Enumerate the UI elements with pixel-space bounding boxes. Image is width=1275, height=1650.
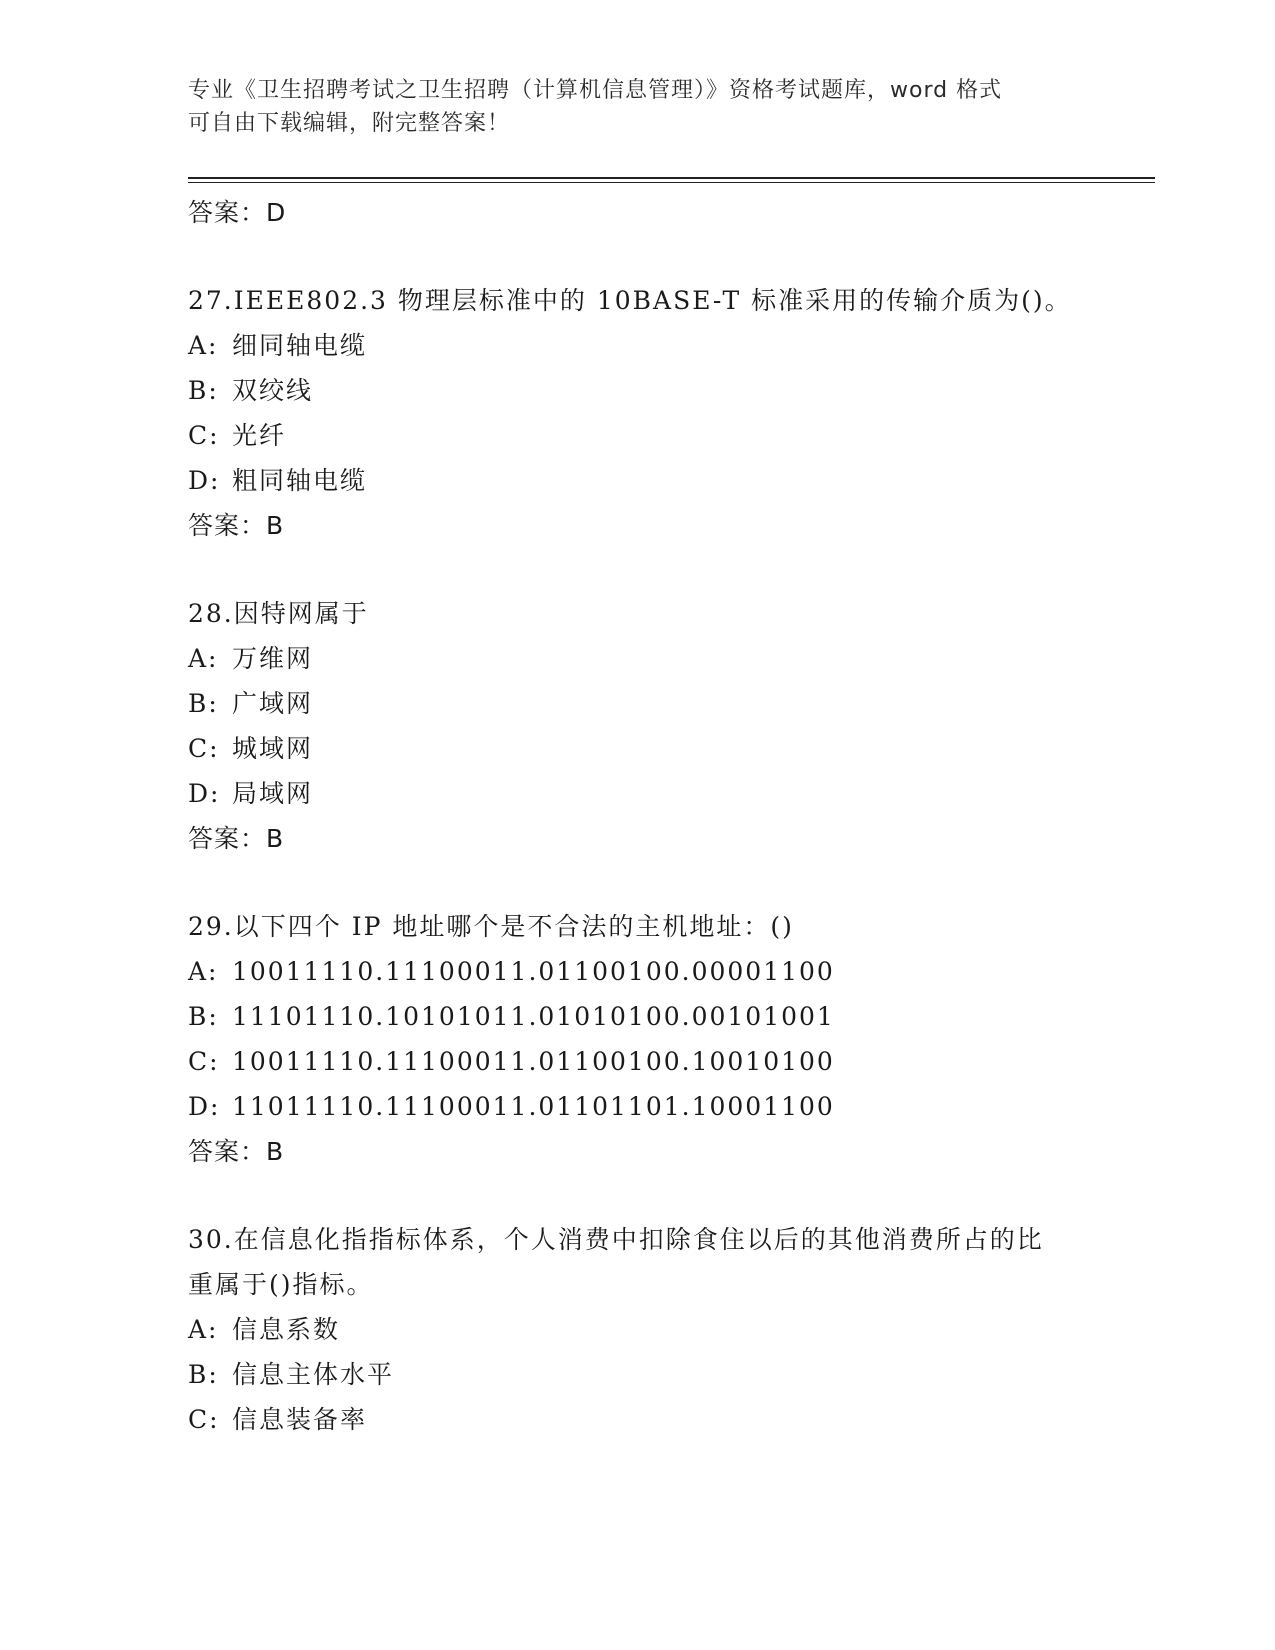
option-key: A: [188, 1315, 219, 1344]
option-key: B: [188, 689, 219, 718]
previous-answer: 答案：D [188, 198, 287, 227]
option-key: C: [188, 1047, 220, 1076]
option-b [188, 994, 1088, 1039]
option-key: D: [188, 779, 221, 808]
option-text: 光纤 [232, 421, 287, 450]
option-text: 广域网 [232, 689, 314, 718]
option-text: 10011110.11100011.01100100.00001100 [232, 957, 835, 986]
question-text: 29.以下四个 IP 地址哪个是不合法的主机地址：() [188, 912, 794, 941]
option-b [188, 368, 1088, 413]
option-text: 11101110.10101011.01010100.00101001 [232, 1002, 835, 1031]
option-key: B: [188, 1002, 219, 1031]
option-d [188, 771, 1088, 816]
option-d [188, 458, 1088, 503]
option-key: B: [188, 1360, 219, 1389]
answer-label: 答案：B [188, 511, 285, 540]
question-text: 30.在信息化指指标体系，个人消费中扣除食住以后的其他消费所占的比重属于()指标。 [188, 1225, 1044, 1299]
option-text: 11011110.11100011.01101101.10001100 [232, 1092, 835, 1121]
question-content [188, 190, 1088, 1442]
option-c [188, 413, 1088, 458]
option-key: A: [188, 957, 219, 986]
question-29 [188, 904, 1088, 1174]
option-key: C: [188, 734, 220, 763]
question-28 [188, 591, 1088, 861]
option-a [188, 323, 1088, 368]
option-text: 双绞线 [232, 376, 314, 405]
question-30 [188, 1217, 1088, 1442]
option-key: C: [188, 421, 220, 450]
option-key: A: [188, 331, 219, 360]
option-c [188, 1039, 1088, 1084]
header-title-line-1: 专业《卫生招聘考试之卫生招聘（计算机信息管理）》资格考试题库，word 格式 [188, 78, 1003, 103]
question-text: 27.IEEE802.3 物理层标准中的 10BASE-T 标准采用的传输介质为()。 [188, 286, 1072, 315]
option-key: D: [188, 466, 221, 495]
option-a [188, 949, 1088, 994]
question-27 [188, 278, 1088, 548]
option-key: A: [188, 644, 219, 673]
option-text: 局域网 [232, 779, 314, 808]
option-key: B: [188, 376, 219, 405]
page-header [188, 74, 1088, 140]
option-a [188, 1307, 1088, 1352]
header-title-line-2: 可自由下载编辑，附完整答案！ [188, 111, 511, 136]
option-text: 10011110.11100011.01100100.10010100 [232, 1047, 835, 1076]
option-b [188, 681, 1088, 726]
header-divider-thick [188, 177, 1155, 179]
option-text: 信息主体水平 [232, 1360, 395, 1389]
option-text: 信息装备率 [232, 1405, 368, 1434]
option-a [188, 636, 1088, 681]
header-divider-thin [188, 182, 1155, 183]
answer-label: 答案：B [188, 824, 285, 853]
option-text: 细同轴电缆 [232, 331, 368, 360]
option-text: 信息系数 [232, 1315, 341, 1344]
option-c [188, 726, 1088, 771]
option-text: 万维网 [232, 644, 314, 673]
option-c [188, 1397, 1088, 1442]
option-d [188, 1084, 1088, 1129]
question-text: 28.因特网属于 [188, 599, 369, 628]
option-key: D: [188, 1092, 221, 1121]
answer-label: 答案：B [188, 1137, 285, 1166]
option-text: 城域网 [232, 734, 314, 763]
option-text: 粗同轴电缆 [232, 466, 368, 495]
option-b [188, 1352, 1088, 1397]
option-key: C: [188, 1405, 220, 1434]
